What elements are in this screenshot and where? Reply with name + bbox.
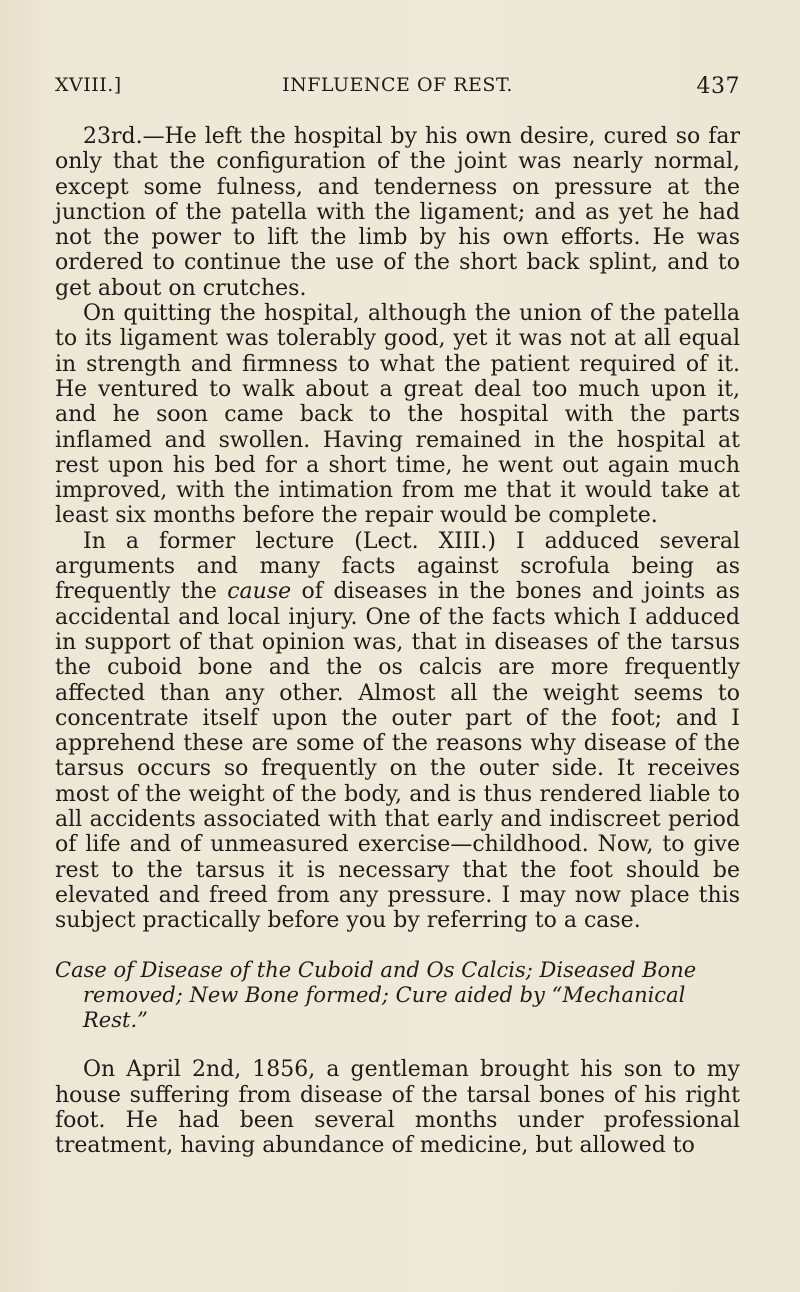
paragraph: On quitting the hospital, although the union of the patella to its ligament was tolerably good, yet it was not at all equal in strength and firmness to what the patient required of it. He ventured to walk about a great deal too much upon it, and he soon came back to the hospital with the parts inflamed and swollen. Having remained in the hospital at rest upon his bed for a short time, he went out again much improved, with the intimation from me that it would take at least six months before the repair would be complete.: [55, 301, 740, 529]
case-heading: Case of Disease of the Cuboid and Os Calcis; Diseased Bone removed; New Bone formed; Cure aided by “Mechanical Rest.”: [55, 957, 697, 1033]
page-number: 437: [696, 74, 740, 99]
emphasized-word: cause: [227, 579, 292, 605]
paragraph: [55, 529, 740, 934]
paragraph: On April 2nd, 1856, a gentleman brought his son to my house suffering from disease of the tarsal bones of his right foot. He had been several months under professional treatment, having abundance of medicine, but allowed to: [55, 1057, 740, 1159]
paragraph-text: In a former lecture (Lect. XIII.) I adduced several arguments and many facts against scrofula being as frequently the: [55, 528, 740, 605]
paragraph: 23rd.—He left the hospital by his own desire, cured so far only that the configuration of the joint was nearly normal, except some fulness, and tenderness on pressure at the junction of the patella with the ligament; and as yet he had not the power to lift the limb by his own efforts. He was ordered to continue the use of the short back splint, and to get about on crutches.: [55, 124, 740, 301]
page-body: [55, 124, 740, 1159]
paragraph-text: of diseases in the bones and joints as accidental and local injury. One of the facts which I adduced in support of that opinion was, that in diseases of the tarsus the cuboid bone and the os calcis are more frequently affected than any other. Almost all the weight seems to concentrate itself upon the outer part of the foot; and I apprehend these are some of the reasons why disease of the tarsus occurs so frequently on the outer side. It receives most of the weight of the body, and is thus rendered liable to all accidents associated with that early and indiscreet period of life and of unmeasured exercise—childhood. Now, to give rest to the tarsus it is necessary that the foot should be elevated and freed from any pressure. I may now place this subject practically before you by referring to a case.: [55, 579, 740, 934]
chapter-number: XVIII.]: [55, 74, 122, 96]
running-title: INFLUENCE OF REST.: [282, 74, 513, 96]
running-header: [55, 74, 740, 100]
